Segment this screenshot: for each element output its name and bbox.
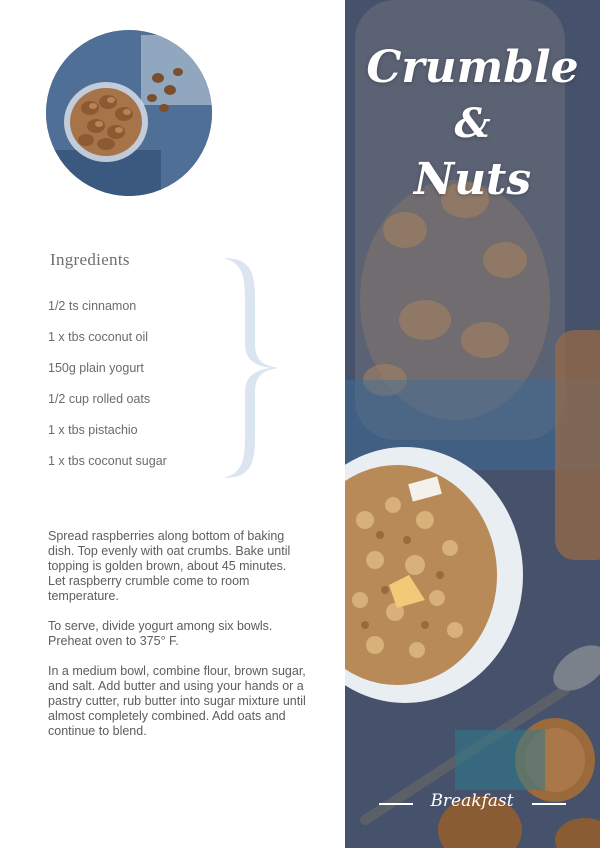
- title-ampersand: &: [454, 100, 491, 147]
- footer-rule-left: [379, 803, 413, 805]
- hero-photo-panel: [345, 0, 600, 848]
- ingredient-item: 1 x tbs coconut oil: [48, 330, 149, 344]
- title-line-2: Nuts: [413, 154, 532, 205]
- ingredient-item: 1 x tbs pistachio: [48, 423, 138, 437]
- instructions: [48, 529, 306, 754]
- ingredients-list: [48, 297, 167, 483]
- instruction-paragraph: In a medium bowl, combine flour, brown sugar, and salt. Add butter and using your hands or a pastry cutter, rub butter into sugar mixture until almost completely combined. Add oats and continue to blend.: [48, 664, 306, 738]
- footer-rule-right: [532, 803, 566, 805]
- ingredient-item: 150g plain yogurt: [48, 361, 144, 375]
- title-line-1: Crumble: [366, 42, 579, 93]
- recipe-title: [345, 40, 600, 208]
- ingredient-item: 1/2 cup rolled oats: [48, 392, 151, 406]
- decorative-brace: [215, 252, 285, 484]
- ingredient-item: 1 x tbs coconut sugar: [48, 454, 167, 468]
- walnuts-jar-photo: [46, 30, 212, 196]
- ingredient-item: 1/2 ts cinnamon: [48, 299, 137, 313]
- ingredients-heading: Ingredients: [50, 250, 130, 269]
- walnuts-jar-illustration: [46, 30, 212, 196]
- instruction-paragraph: To serve, divide yogurt among six bowls. Preheat oven to 375° F.: [48, 619, 273, 648]
- instruction-paragraph: Spread raspberries along bottom of baking dish. Top evenly with oat crumbs. Bake until topping is golden brown, about 45 minutes. Let raspberry crumble come to room temperature.: [48, 529, 291, 603]
- footer-category-label: Breakfast: [430, 791, 514, 811]
